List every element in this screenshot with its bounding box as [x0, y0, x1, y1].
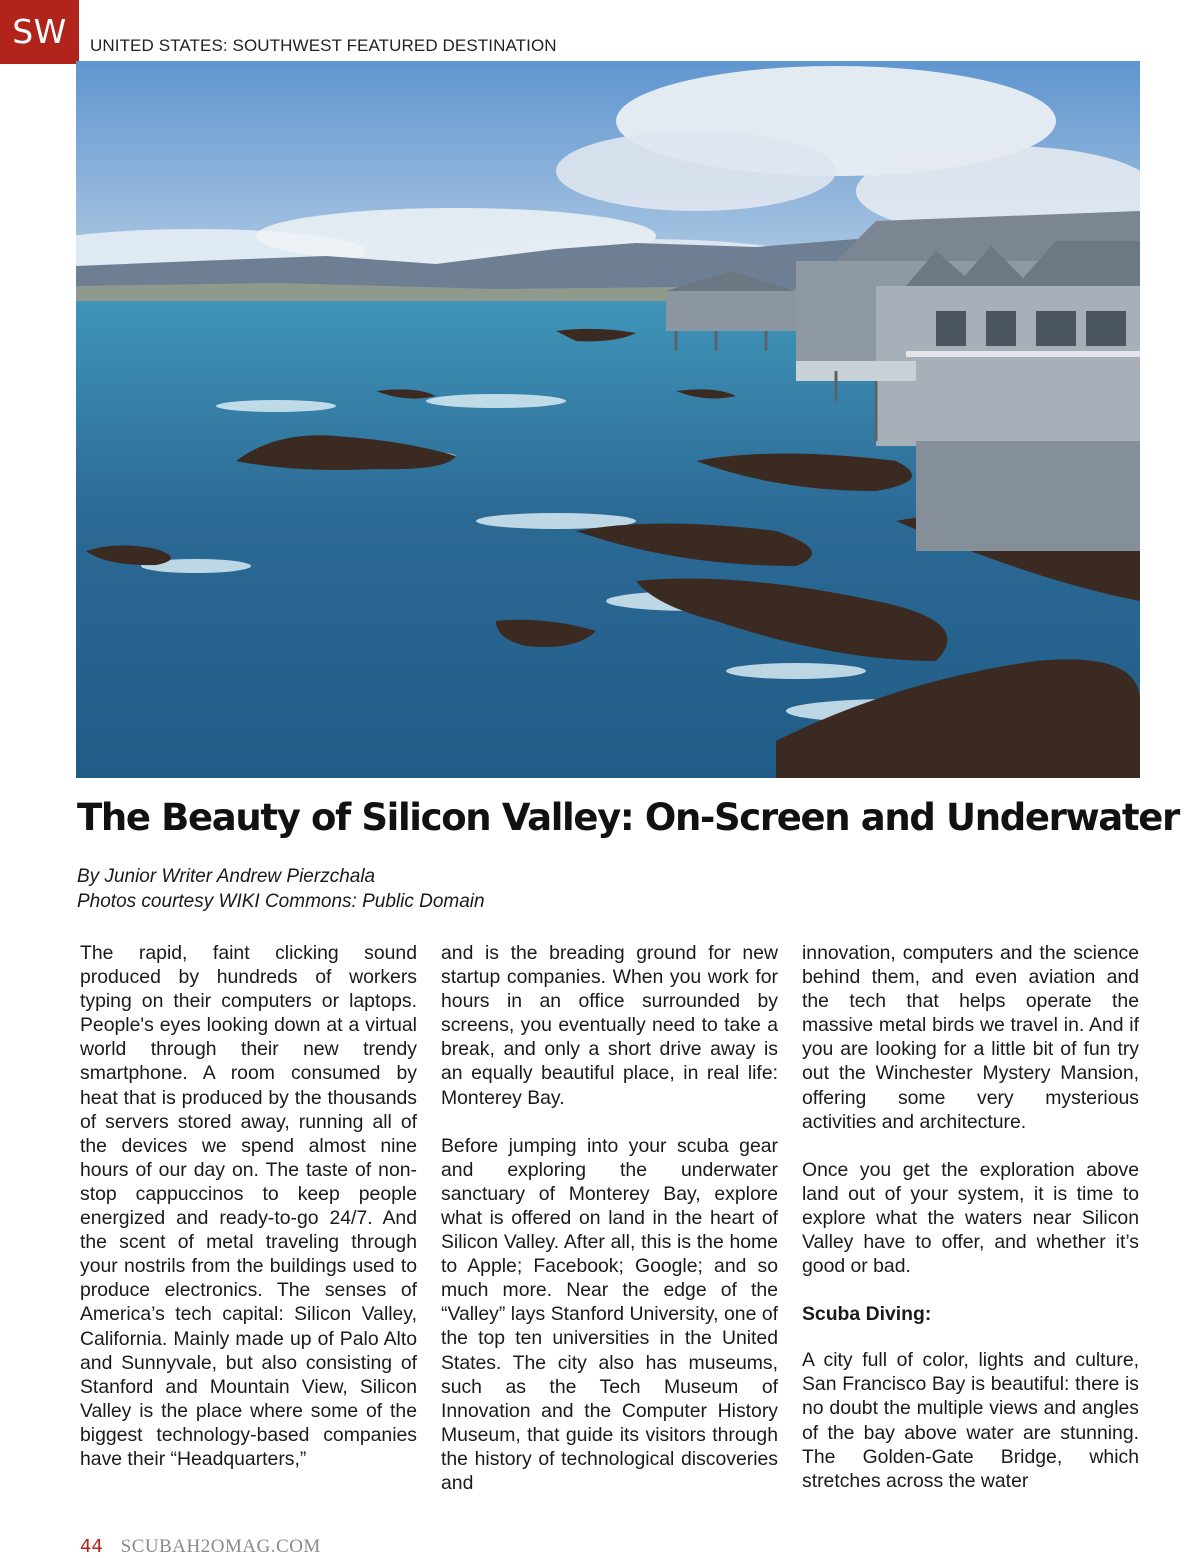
- page-number: 44: [80, 1536, 103, 1557]
- section-header: UNITED STATES: SOUTHWEST FEATURED DESTINATION: [90, 36, 557, 55]
- footer-site: SCUBAH2OMAG.COM: [120, 1536, 321, 1557]
- coastal-pier-photo-icon: [76, 61, 1140, 778]
- section-badge: SW: [0, 0, 79, 64]
- paragraph: and is the breading ground for new startup companies. When you work for hours in an office surrounded by screens, you eventually need to take a break, and only a short drive away is an equally beautiful place, in real life: Monterey Bay.: [441, 942, 778, 1109]
- author-byline: By Junior Writer Andrew Pierzchala: [77, 866, 376, 887]
- subheading: Scuba Diving:: [802, 1303, 932, 1326]
- paragraph: A city full of color, lights and culture, San Francisco Bay is beautiful: there is no doubt the multiple views and angles of the bay above water are stunning. The Golden-Gate Bridge, which stretches across the water: [802, 1349, 1139, 1492]
- article-headline: The Beauty of Silicon Valley: On-Screen and Underwater: [77, 796, 1179, 839]
- page-footer: [80, 1536, 321, 1558]
- paragraph: Before jumping into your scuba gear and exploring the underwater sanctuary of Monterey Bay, explore what is offered on land in the heart of Silicon Valley. After all, this is the home to Apple; Facebook; Google; and so much more. Near the edge of the “Valley” lays Stanford University, one of the top ten universities in the United States. The city also has museums, such as the Tech Museum of Innovation and the Computer History Museum, that guide its visitors through the history of technological discoveries and: [441, 1134, 778, 1494]
- paragraph: innovation, computers and the science behind them, and even aviation and the tech that helps operate the massive metal birds we travel in. And if you are looking for a little bit of fun try out the Winchester Mystery Mansion, offering some very mysterious activities and architecture.: [802, 942, 1139, 1133]
- paragraph: The rapid, faint clicking sound produced by hundreds of workers typing on their computers or laptops. People's eyes looking down at a virtual world through their new trendy smartphone. A room consumed by heat that is produced by the thousands of servers stored away, running all of the devices we spend almost nine hours of our day on. The taste of non-stop cappuccinos to keep people energized and ready-to-go 24/7. And the scent of metal traveling through your nostrils from the buildings used to produce electronics. The senses of America’s tech capital: Silicon Valley, California. Mainly made up of Palo Alto and Sunnyvale, but also consisting of Stanford and Mountain View, Silicon Valley is the place where some of the biggest technology-based companies have their “Headquarters,”: [80, 942, 417, 1470]
- article-column-1: [80, 941, 417, 1495]
- article-column-3: [802, 941, 1139, 1517]
- paragraph: Once you get the exploration above land out of your system, it is time to explore what the waters near Silicon Valley have to offer, and whether it’s good or bad.: [802, 1158, 1139, 1278]
- photo-credit: Photos courtesy WIKI Commons: Public Domain: [77, 891, 485, 912]
- byline-block: [77, 864, 485, 914]
- hero-photo: [76, 61, 1140, 778]
- article-column-2: [441, 941, 778, 1519]
